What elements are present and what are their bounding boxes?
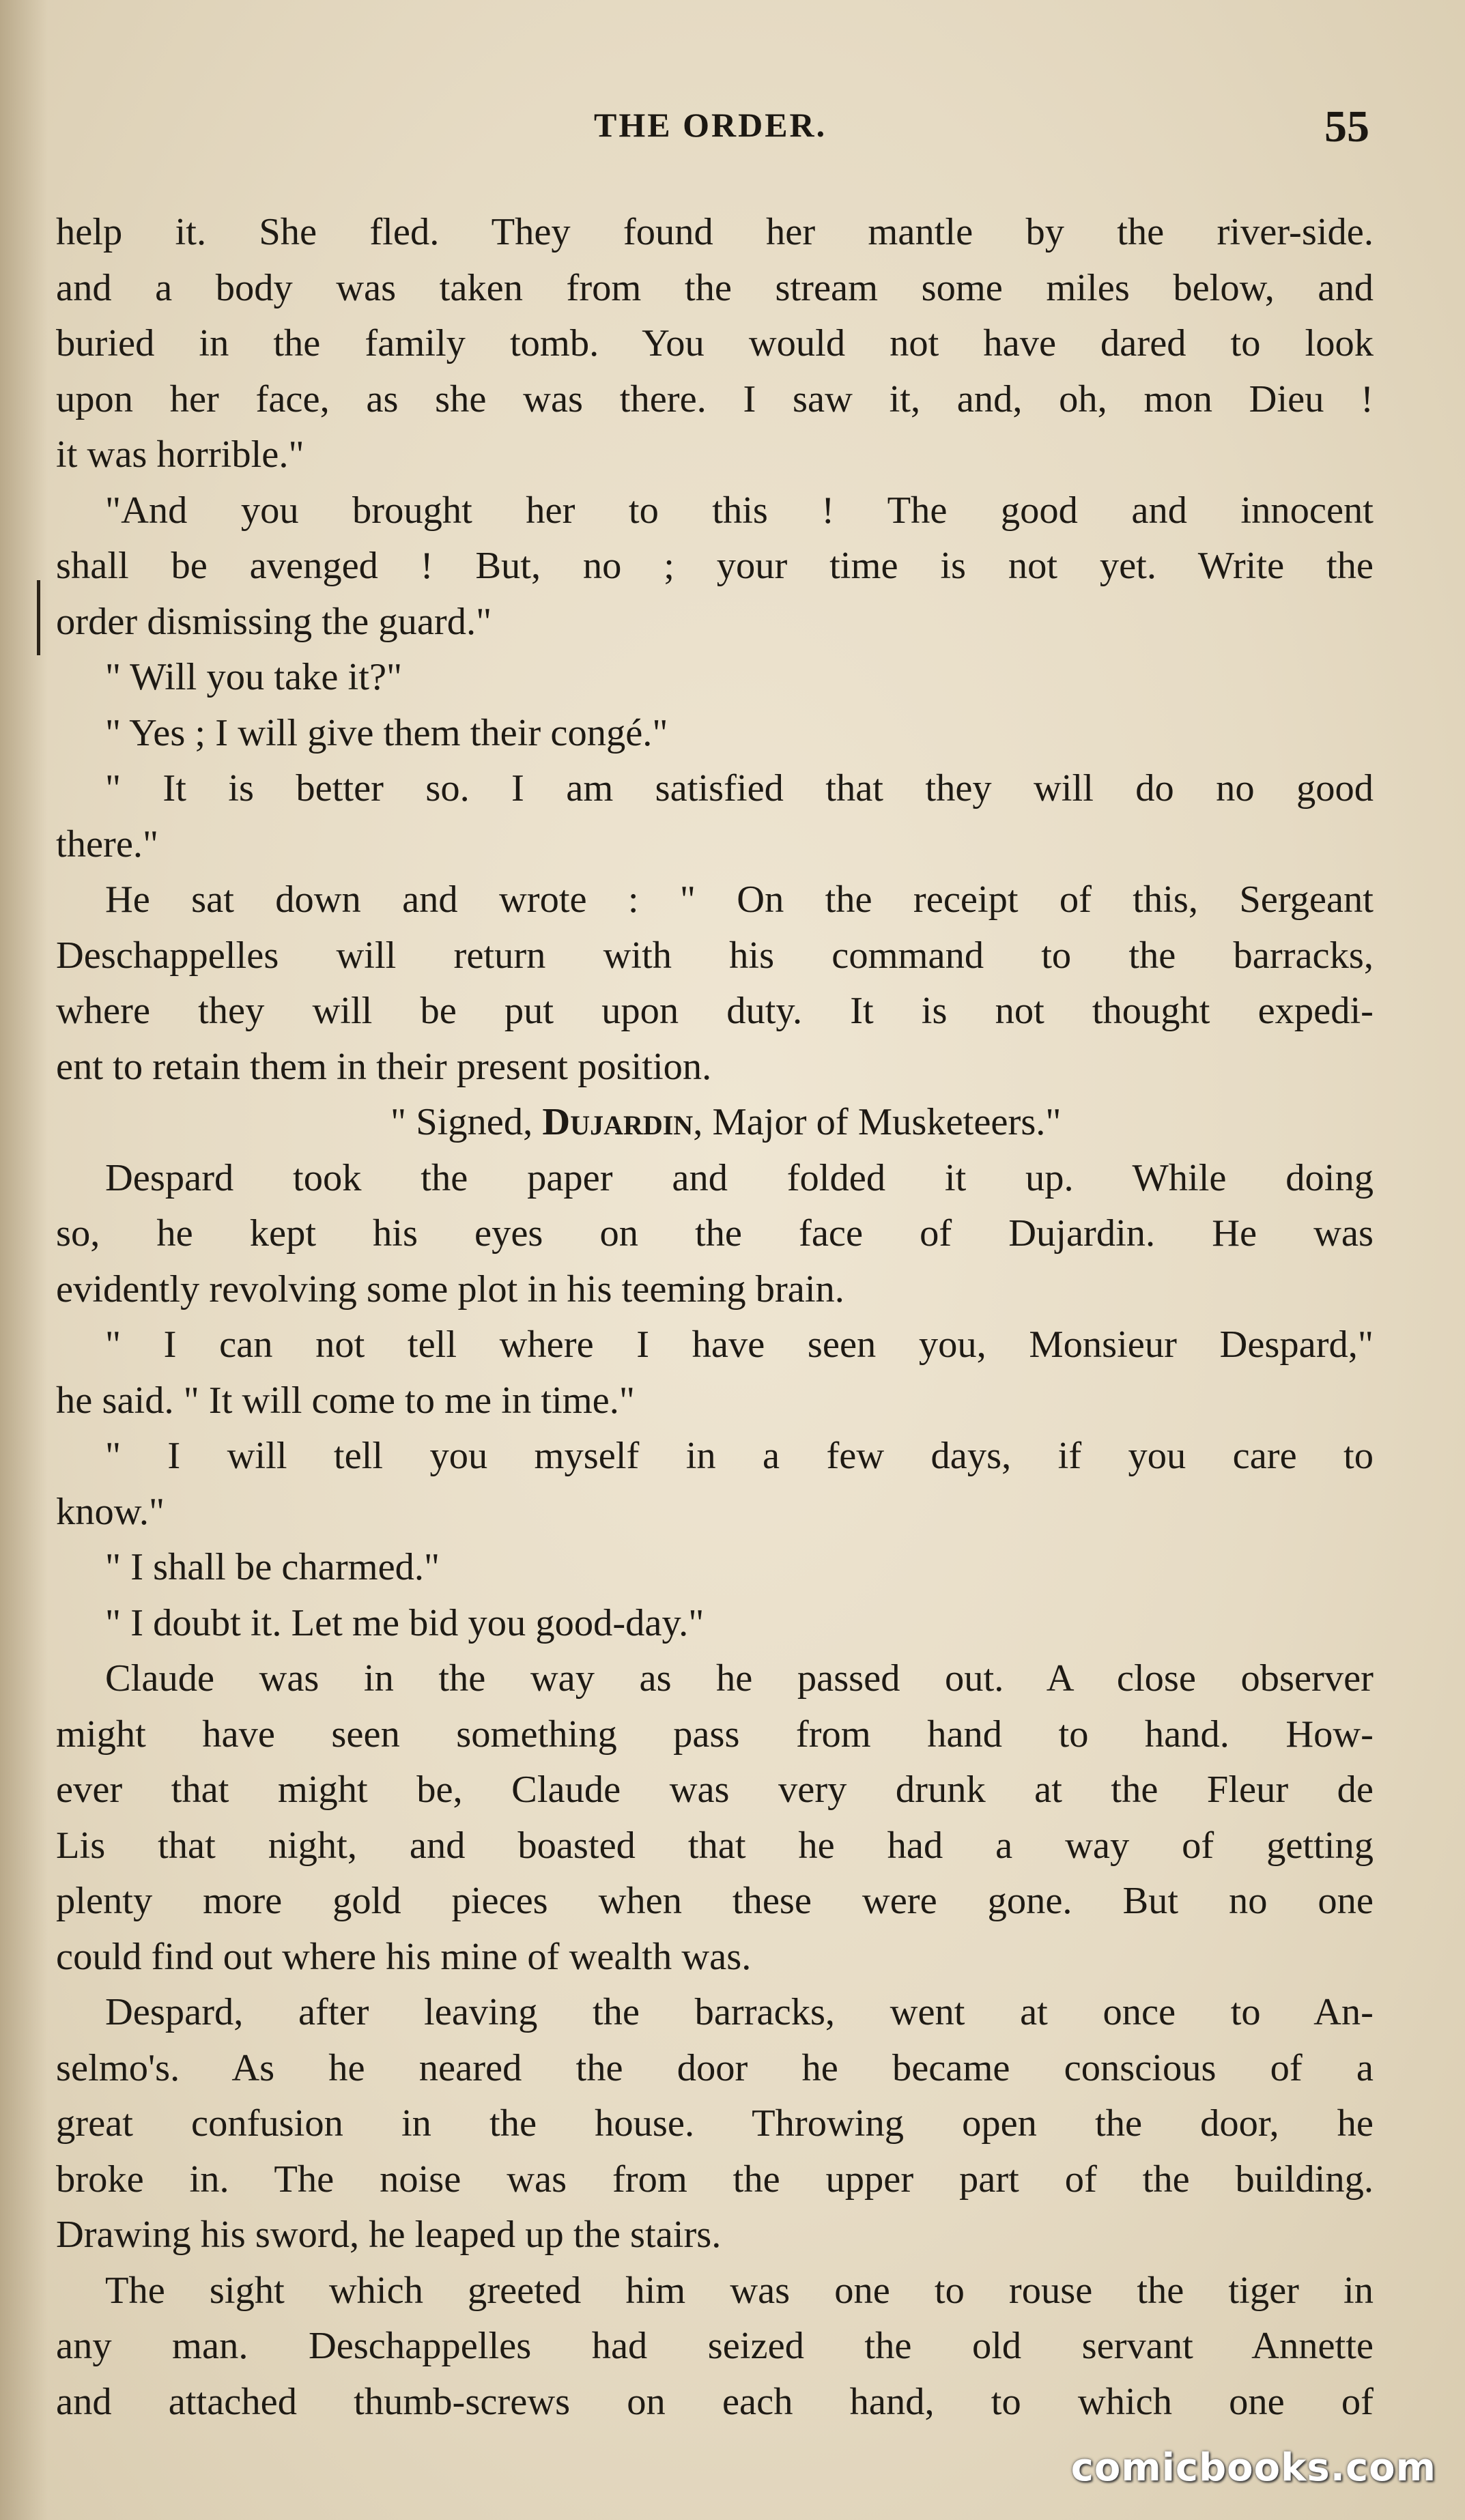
line-text: and a body was taken from the stream some miles below, and <box>56 266 1374 309</box>
line-text: and attached thumb-screws on each hand, to which one of <box>56 2380 1374 2423</box>
text-line <box>56 1930 1374 1986</box>
line-text: " Signed, <box>390 1101 543 1143</box>
text-line <box>56 1707 1374 1763</box>
line-text: help it. She fled. They found her mantle by the river-side. <box>56 211 1374 253</box>
line-text: " I shall be charmed." <box>105 1546 440 1588</box>
text-line <box>56 2263 1374 2319</box>
text-line <box>56 1651 1374 1707</box>
text-line <box>56 872 1374 928</box>
text-line <box>56 261 1374 317</box>
text-line <box>56 1485 1374 1541</box>
line-text: Claude was in the way as he passed out. A close observer <box>105 1657 1374 1700</box>
page-header <box>0 101 1465 156</box>
text-line <box>56 1317 1374 1373</box>
text-line <box>56 1095 1374 1151</box>
line-text: order dismissing the guard." <box>56 600 492 643</box>
text-line <box>56 427 1374 483</box>
line-text: he said. " It will come to me in time." <box>56 1379 635 1422</box>
text-line <box>56 1206 1374 1262</box>
line-text: Lis that night, and boasted that he had a way of getting <box>56 1824 1374 1867</box>
text-line <box>56 650 1374 706</box>
text-line <box>56 2207 1374 2263</box>
text-line <box>56 761 1374 817</box>
line-text: Despard took the paper and folded it up. While doing <box>105 1156 1374 1199</box>
text-line <box>56 2375 1374 2431</box>
text-line <box>56 2152 1374 2208</box>
text-line <box>56 2319 1374 2375</box>
line-text-after: , Major of Musketeers." <box>693 1101 1062 1143</box>
text-line <box>56 205 1374 261</box>
text-line <box>56 2096 1374 2152</box>
line-text: any man. Deschappelles had seized the old servant Annette <box>56 2325 1374 2367</box>
text-line <box>56 817 1374 873</box>
line-text: " I will tell you myself in a few days, if you care to <box>105 1435 1374 1477</box>
line-text: ent to retain them in their present position. <box>56 1045 712 1088</box>
page-edge-shadow <box>0 0 48 2520</box>
text-line <box>56 928 1374 984</box>
text-line <box>56 372 1374 428</box>
text-line <box>56 984 1374 1040</box>
line-text: there." <box>56 822 159 865</box>
text-line <box>56 1596 1374 1652</box>
line-text: Drawing his sword, he leaped up the stairs. <box>56 2214 722 2256</box>
line-text: ever that might be, Claude was very drunk at the Fleur de <box>56 1769 1374 1811</box>
text-line <box>56 1818 1374 1874</box>
line-text: broke in. The noise was from the upper part of the building. <box>56 2158 1374 2201</box>
text-line <box>56 595 1374 650</box>
text-line <box>56 1874 1374 1930</box>
signature-name: Dujardin <box>542 1101 694 1143</box>
text-line <box>56 316 1374 372</box>
line-text: great confusion in the house. Throwing open the door, he <box>56 2102 1374 2145</box>
text-line <box>56 539 1374 595</box>
line-text: shall be avenged ! But, no ; your time is not yet. Write the <box>56 545 1374 587</box>
margin-pencil-mark <box>37 580 40 655</box>
text-line <box>56 706 1374 762</box>
line-text: " Will you take it?" <box>105 656 403 698</box>
line-text: " Yes ; I will give them their congé." <box>105 711 668 754</box>
line-text: might have seen something pass from hand to hand. How- <box>56 1713 1374 1756</box>
line-text: " It is better so. I am satisfied that they will do no good <box>105 767 1374 810</box>
line-text: where they will be put upon duty. It is not thought expedi- <box>56 990 1374 1032</box>
text-line <box>56 1762 1374 1818</box>
line-text: Despard, after leaving the barracks, went at once to An- <box>105 1991 1374 2033</box>
line-text: He sat down and wrote : " On the receipt of this, Sergeant <box>105 878 1374 921</box>
text-line <box>56 1985 1374 2041</box>
watermark: comicbooks.com <box>1070 2446 1436 2490</box>
line-text: selmo's. As he neared the door he became conscious of a <box>56 2046 1374 2089</box>
line-text: "And you brought her to this ! The good and innocent <box>105 489 1374 532</box>
text-line <box>56 1429 1374 1485</box>
text-line <box>56 1373 1374 1429</box>
line-text: so, he kept his eyes on the face of Dujardin. He was <box>56 1212 1374 1255</box>
line-text: buried in the family tomb. You would not have dared to look <box>56 322 1374 364</box>
line-text: upon her face, as she was there. I saw it, and, oh, mon Dieu ! <box>56 377 1374 420</box>
line-text: The sight which greeted him was one to rouse the tiger in <box>105 2269 1374 2312</box>
line-text: could find out where his mine of wealth was. <box>56 1935 752 1978</box>
line-text: know." <box>56 1490 165 1533</box>
text-line <box>56 1151 1374 1207</box>
line-text: it was horrible." <box>56 433 304 476</box>
page-number: 55 <box>1324 102 1369 152</box>
line-text: evidently revolving some plot in his teeming brain. <box>56 1268 844 1311</box>
text-line <box>56 1540 1374 1596</box>
running-head: THE ORDER. <box>594 106 827 144</box>
line-text: Deschappelles will return with his command to the barracks, <box>56 934 1374 977</box>
line-text: " I can not tell where I have seen you, Monsieur Despard," <box>105 1323 1374 1366</box>
line-text: " I doubt it. Let me bid you good-day." <box>105 1601 705 1644</box>
text-line <box>56 1040 1374 1096</box>
text-line <box>56 2041 1374 2097</box>
text-line <box>56 483 1374 539</box>
text-line <box>56 1262 1374 1318</box>
line-text: plenty more gold pieces when these were gone. But no one <box>56 1880 1374 1922</box>
body-text <box>56 205 1374 2430</box>
